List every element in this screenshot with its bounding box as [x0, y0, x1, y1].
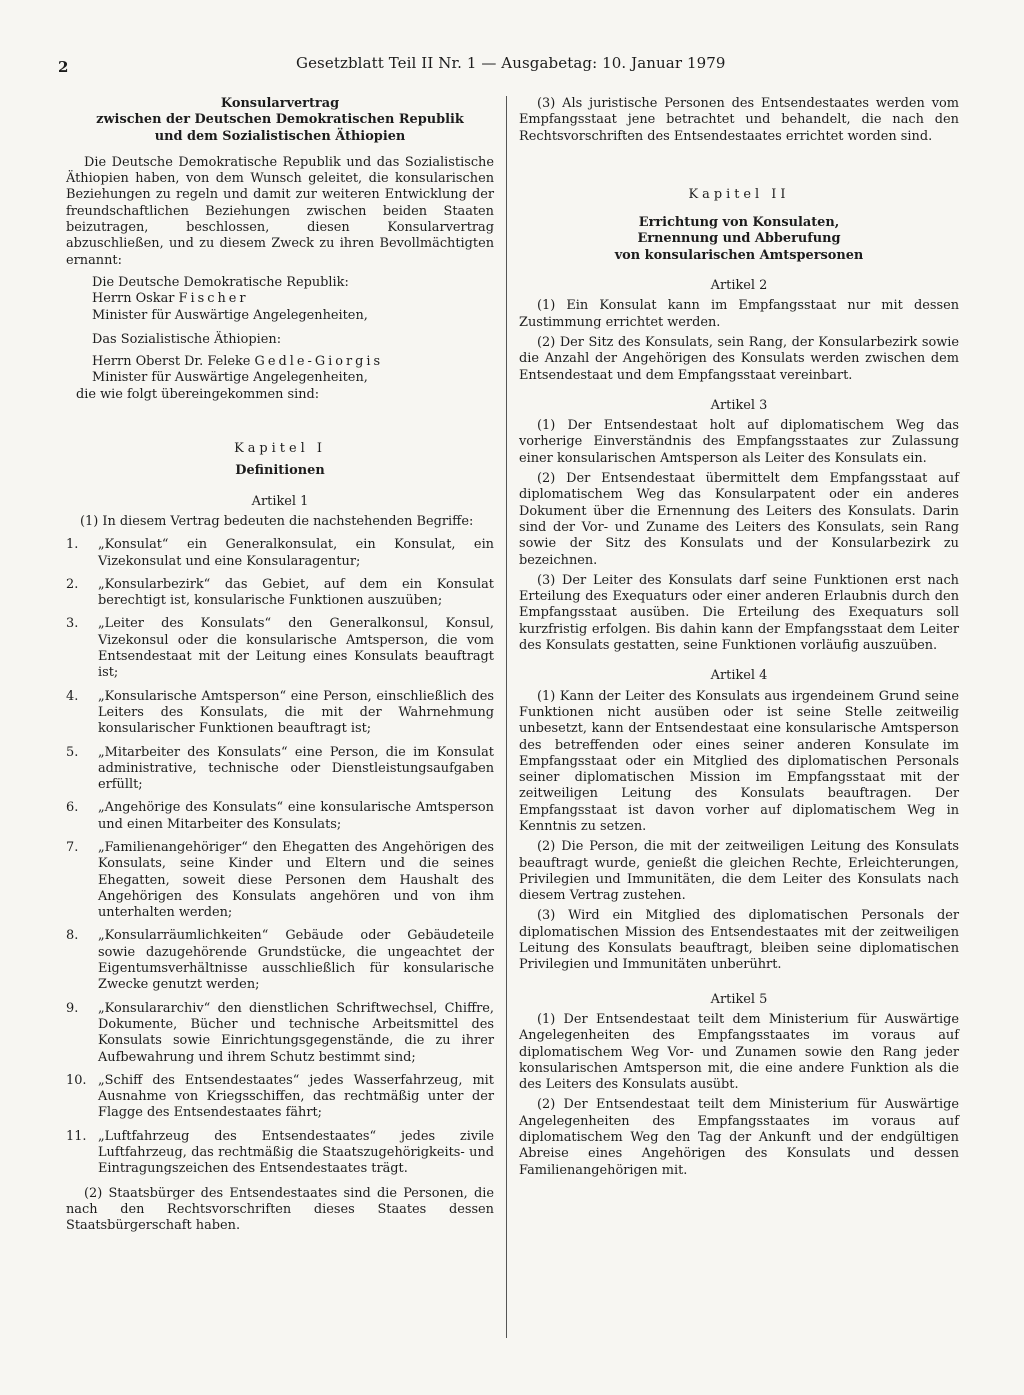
definition-number: 8.	[66, 928, 79, 944]
artikel-4-para: (2) Die Person, die mit der zeitweiligen Leitung des Konsulats beauftragt wurde, genießt die gleichen Rechte, Erleichterungen, Privilegien und Immunitäten, die dem Leiter des Konsulats nach diesem Vertrag zustehen.	[519, 839, 959, 904]
left-column	[66, 96, 494, 1235]
title-line: Konsularvertrag	[220, 96, 340, 111]
definition-number: 2.	[66, 576, 79, 592]
artikel-3-para: (3) Der Leiter des Konsulats darf seine Funktionen erst nach Erteilung des Exequaturs oder einer anderen Erlaubnis durch den Empfangsstaat ausüben. Die Erteilung des Exequaturs soll kurzfristig erfolgen. Bis dahin kann der Empfangsstaat dem Leiter des Konsulats gestatten, seine Funktionen vorläufig auszuüben.	[519, 572, 959, 654]
definition-text: „Konsularbezirk“ das Gebiet, auf dem ein Konsulat berechtigt ist, konsularische Funktionen auszuüben;	[98, 576, 494, 609]
party-office: Minister für Auswärtige Angelegenheiten,	[92, 370, 368, 386]
party-state: Die Deutsche Demokratische Republik:	[92, 274, 349, 290]
artikel-1-heading: Artikel 1	[251, 493, 309, 509]
artikel-2-para: (1) Ein Konsulat kann im Empfangsstaat nur mit dessen Zustimmung errichtet werden.	[519, 298, 959, 330]
artikel-2-para: (2) Der Sitz des Konsulats, sein Rang, der Konsularbezirk sowie die Anzahl der Angehörigen des Konsulats werden zwischen dem Entsendestaat und dem Empfangsstaat vereinbart.	[519, 334, 959, 383]
surname: Gedle-Giorgis	[254, 354, 384, 370]
party-name: Herrn Oskar Fischer	[92, 291, 249, 307]
definition-item	[66, 840, 494, 921]
artikel-3-heading: Artikel 3	[710, 397, 768, 413]
party-ddr	[92, 275, 494, 324]
definition-text: „Leiter des Konsulats“ den Generalkonsul, Konsul, Vizekonsul oder die konsularische Amtsperson, die vom Entsendestaat mit der Leitung eines Konsulats beauftragt ist;	[98, 616, 494, 681]
artikel-4-heading: Artikel 4	[710, 668, 768, 684]
artikel-1-para-2: (2) Staatsbürger des Entsendestaates sind die Personen, die nach den Rechtsvorschriften dieses Staates dessen Staatsbürgerschaft haben.	[66, 1185, 494, 1234]
definitions-list	[66, 537, 494, 1177]
definition-number: 11.	[66, 1128, 87, 1144]
artikel-4-para: (3) Wird ein Mitglied des diplomatischen Personals der diplomatischen Mission des Entsendestaates mit der zeitweiligen Leitung des Konsulats beauftragt, bleiben seine diplomatischen Privilegien und Immunitäten unberührt.	[519, 908, 959, 973]
definition-text: „Familienangehöriger“ den Ehegatten des Angehörigen des Konsulats, seine Kinder und Eltern und die seines Ehegatten, soweit diese Personen dem Haushalt des Angehörigen des Konsulats angehören und von ihm unterhalten werden;	[98, 839, 494, 921]
closing-line: die wie folgt übereingekommen sind:	[76, 386, 320, 402]
artikel-5-para: (2) Der Entsendestaat teilt dem Ministerium für Auswärtige Angelegenheiten des Empfangsstaates im voraus auf diplomatischem Weg den Tag der Ankunft und der endgültigen Abreise eines Angehörigen des Konsulats und dessen Familienangehörigen mit.	[519, 1097, 959, 1178]
definition-number: 3.	[66, 616, 79, 632]
definition-text: „Konsularräumlichkeiten“ Gebäude oder Gebäudeteile sowie dazugehörende Grundstücke, die ungeachtet der Eigentumsverhältnisse ausschließlich für konsularische Zwecke genutzt werden;	[98, 928, 494, 993]
definition-number: 10.	[66, 1072, 87, 1088]
right-column	[519, 96, 959, 1179]
definition-number: 4.	[66, 688, 79, 704]
definition-number: 9.	[66, 1000, 79, 1016]
artikel-4-para: (1) Kann der Leiter des Konsulats aus irgendeinem Grund seine Funktionen nicht ausüben oder ist seine Stelle zeitweilig unbesetzt, kann der Entsendestaat eine konsularische Amtsperson des betreffenden oder eines seiner anderen Konsulate im Empfangsstaat oder ein Mitglied des diplomatischen Personals seiner diplomatischen Mission im Empfangsstaat mit der zeitweiligen Leitung des Konsulats beauftragen. Der Empfangsstaat ist davon vorher auf diplomatischem Weg in Kenntnis zu setzen.	[519, 688, 959, 834]
definition-text: „Konsulararchiv“ den dienstlichen Schriftwechsel, Chiffre, Dokumente, Bücher und technische Arbeitsmittel des Konsulats sowie Einrichtungsgegenstände, die zu ihrer Aufbewahrung und ihrem Schutz bestimmt sind;	[98, 1000, 494, 1065]
running-header: Gesetzblatt Teil II Nr. 1 — Ausgabetag: 10. Januar 1979	[296, 54, 726, 72]
definition-item	[66, 577, 494, 610]
party-ethiopia	[92, 332, 494, 387]
definition-text: „Konsulat“ ein Generalkonsulat, ein Konsulat, ein Vizekonsulat und eine Konsularagentur;	[98, 537, 494, 569]
definition-item	[66, 689, 494, 738]
definition-item	[66, 928, 494, 993]
artikel-2-heading: Artikel 2	[710, 278, 768, 294]
title-line: und dem Sozialistischen Äthiopien	[154, 128, 406, 144]
artikel-5-para: (1) Der Entsendestaat teilt dem Ministerium für Auswärtige Angelegenheiten des Empfangsstaates im voraus auf diplomatischem Weg Vor- und Zunamen sowie den Rang jeder konsularischen Amtsperson mit, die eine andere Funktion als die des Leiters des Konsulats ausübt.	[519, 1011, 959, 1093]
definition-item	[66, 745, 494, 794]
definition-number: 1.	[66, 537, 79, 553]
definition-number: 5.	[66, 744, 79, 760]
definition-text: „Angehörige des Konsulats“ eine konsularische Amtsperson und einen Mitarbeiter des Konsulats;	[98, 800, 494, 832]
artikel-1-para-3: (3) Als juristische Personen des Entsendestaates werden vom Empfangsstaat jene betrachtet und behandelt, die nach den Rechtsvorschriften des Entsendestaates errichtet worden sind.	[519, 96, 959, 144]
column-divider	[506, 96, 507, 1338]
artikel-3-para: (1) Der Entsendestaat holt auf diplomatischem Weg das vorherige Einverständnis des Empfangsstaates zur Zulassung einer konsularischen Amtsperson als Leiter des Konsulats ein.	[519, 418, 959, 466]
treaty-title	[66, 96, 494, 145]
definition-item	[66, 800, 494, 833]
kapitel-1-subtitle: Definitionen	[235, 463, 325, 479]
definition-text: „Konsularische Amtsperson“ eine Person, einschließlich des Leiters des Konsulats, die mit der Wahrnehmung konsularischer Funktionen beauftragt ist;	[98, 688, 494, 737]
subtitle-line: Errichtung von Konsulaten,	[638, 215, 840, 231]
definition-item	[66, 537, 494, 570]
kapitel-2-subtitle	[519, 215, 959, 264]
artikel-5-heading: Artikel 5	[710, 991, 768, 1007]
definition-text: „Schiff des Entsendestaates“ jedes Wasserfahrzeug, mit Ausnahme von Kriegsschiffen, das rechtmäßig unter der Flagge des Entsendestaates fährt;	[98, 1072, 494, 1121]
party-state: Das Sozialistische Äthiopien:	[92, 331, 282, 347]
preamble: Die Deutsche Demokratische Republik und das Sozialistische Äthiopien haben, von dem Wunsch geleitet, die konsularischen Beziehungen zu regeln und damit zur weiteren Entwicklung der freundschaftlichen Beziehungen zwischen beiden Staaten beizutragen, beschlossen, diesen Konsularvertrag abzuschließen, und zu diesem Zweck zu ihren Bevollmächtigten ernannt:	[66, 154, 494, 268]
kapitel-1-heading: Kapitel I	[234, 441, 326, 457]
definition-text: „Mitarbeiter des Konsulats“ eine Person, die im Konsulat administrative, technische oder Dienstleistungsaufgaben erfüllt;	[98, 744, 494, 793]
surname: Fischer	[178, 291, 249, 307]
party-name: Herrn Oberst Dr. Feleke Gedle-Giorgis	[92, 354, 384, 370]
party-office: Minister für Auswärtige Angelegenheiten,	[92, 307, 368, 323]
definition-item	[66, 616, 494, 681]
definition-item	[66, 1129, 494, 1178]
definition-text: „Luftfahrzeug des Entsendestaates“ jedes zivile Luftfahrzeug, das rechtmäßig die Staatszugehörigkeits- und Eintragungszeichen des Entsendestaates trägt.	[98, 1128, 494, 1177]
subtitle-line: von konsularischen Amtspersonen	[614, 247, 864, 263]
definition-item	[66, 1001, 494, 1066]
title-line: zwischen der Deutschen Demokratischen Republik	[96, 112, 464, 128]
definition-number: 7.	[66, 839, 79, 855]
artikel-3-para: (2) Der Entsendestaat übermittelt dem Empfangsstaat auf diplomatischem Weg das Konsularpatent oder ein anderes Dokument über die Ernennung des Leiters des Konsulats. Darin sind der Vor- und Zuname des Leiters des Konsulats, sein Rang sowie der Sitz des Konsulats und der Konsularbezirk zu bezeichnen.	[519, 471, 959, 568]
definition-number: 6.	[66, 800, 79, 816]
subtitle-line: Ernennung und Abberufung	[637, 231, 841, 247]
kapitel-2-heading: Kapitel II	[688, 186, 790, 202]
page-number: 2	[58, 58, 69, 76]
definition-item	[66, 1073, 494, 1122]
artikel-1-intro: (1) In diesem Vertrag bedeuten die nachstehenden Begriffe:	[80, 513, 474, 529]
